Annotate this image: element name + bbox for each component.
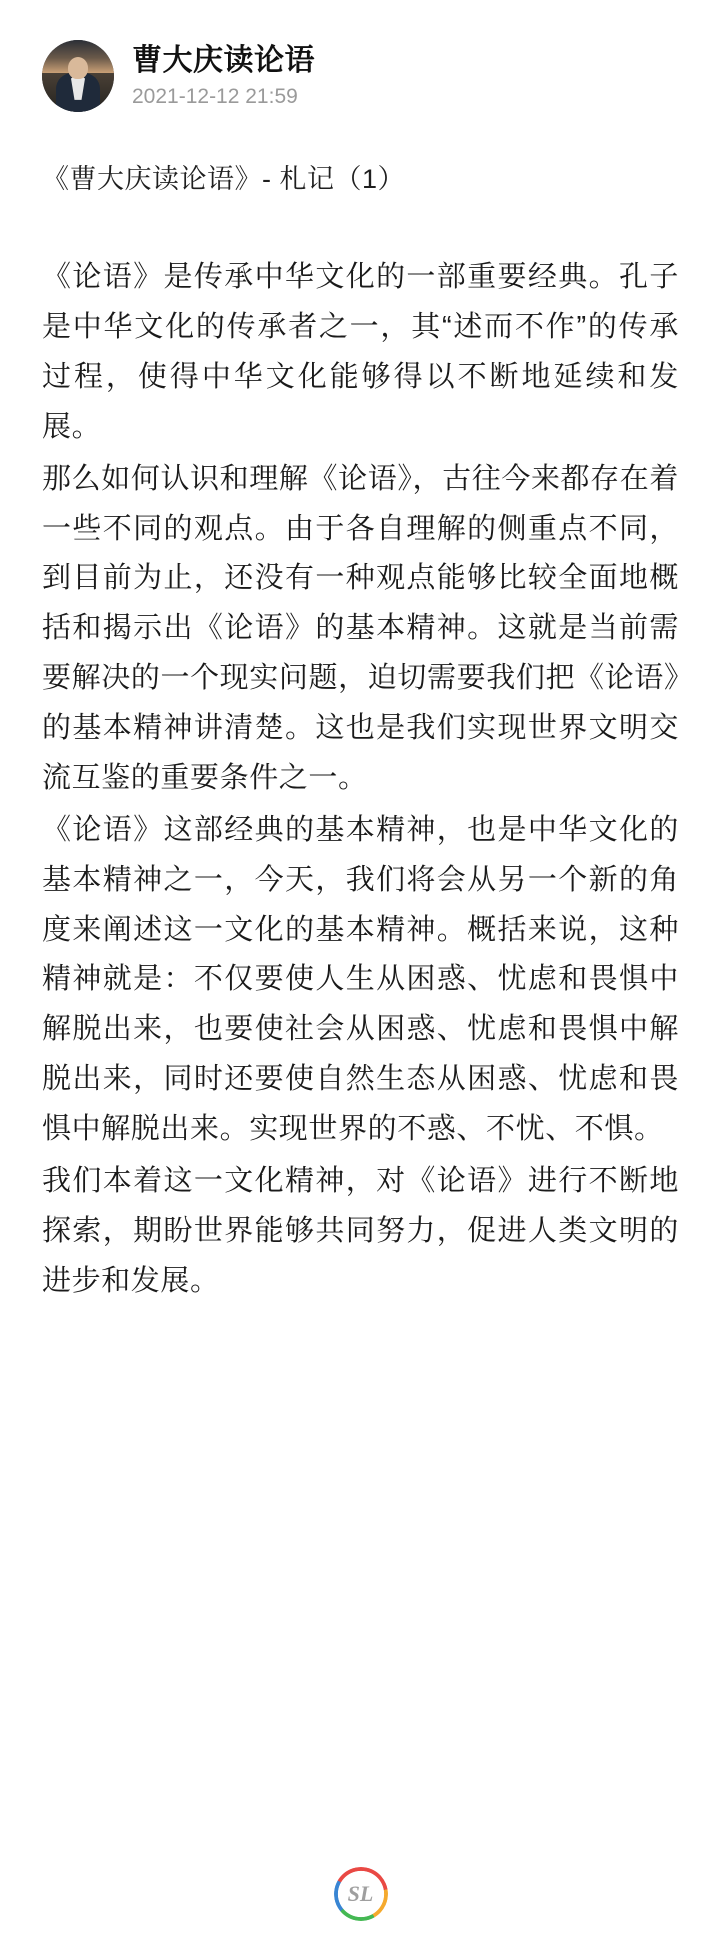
article-paragraph: 《论语》这部经典的基本精神，也是中华文化的基本精神之一，今天，我们将会从另一个新的角度来阐述这一文化的基本精神。概括来说，这种精神就是：不仅要使人生从困惑、忧虑和畏惧中解脱出来，也要使社会从困惑、忧虑和畏惧中解脱出来，同时还要使自然生态从困惑、忧虑和畏惧中解脱出来。实现世界的不惑、不忧、不惧。 [42,813,679,1146]
article-paragraph: 我们本着这一文化精神，对《论语》进行不断地探索，期盼世界能够共同努力，促进人类文明的进步和发展。 [42,1164,679,1297]
watermark-label: SL [347,1881,374,1906]
avatar-person-head [68,57,88,79]
author-header [42,40,679,112]
author-meta [132,44,315,108]
author-name[interactable]: 曹大庆读论语 [132,43,315,77]
article-paragraph: 那么如何认识和理解《论语》，古往今来都存在着一些不同的观点。由于各自理解的侧重点不同，到目前为止，还没有一种观点能够比较全面地概括和揭示出《论语》的基本精神。这就是当前需要解决的一个现实问题，迫切需要我们把《论语》的基本精神讲清楚。这也是我们实现世界文明交流互鉴的重要条件之一。 [42,462,679,794]
article-body [42,253,679,1306]
avatar[interactable] [42,40,114,112]
article-title: 《曹大庆读论语》- 札记（1） [42,164,406,194]
post-timestamp: 2021-12-12 21:59 [132,84,298,108]
watermark-logo-icon [334,1867,388,1921]
article-paragraph: 《论语》是传承中华文化的一部重要经典。孔子是中华文化的传承者之一，其“述而不作”的传承过程，使得中华文化能够得以不断地延续和发展。 [42,261,679,443]
